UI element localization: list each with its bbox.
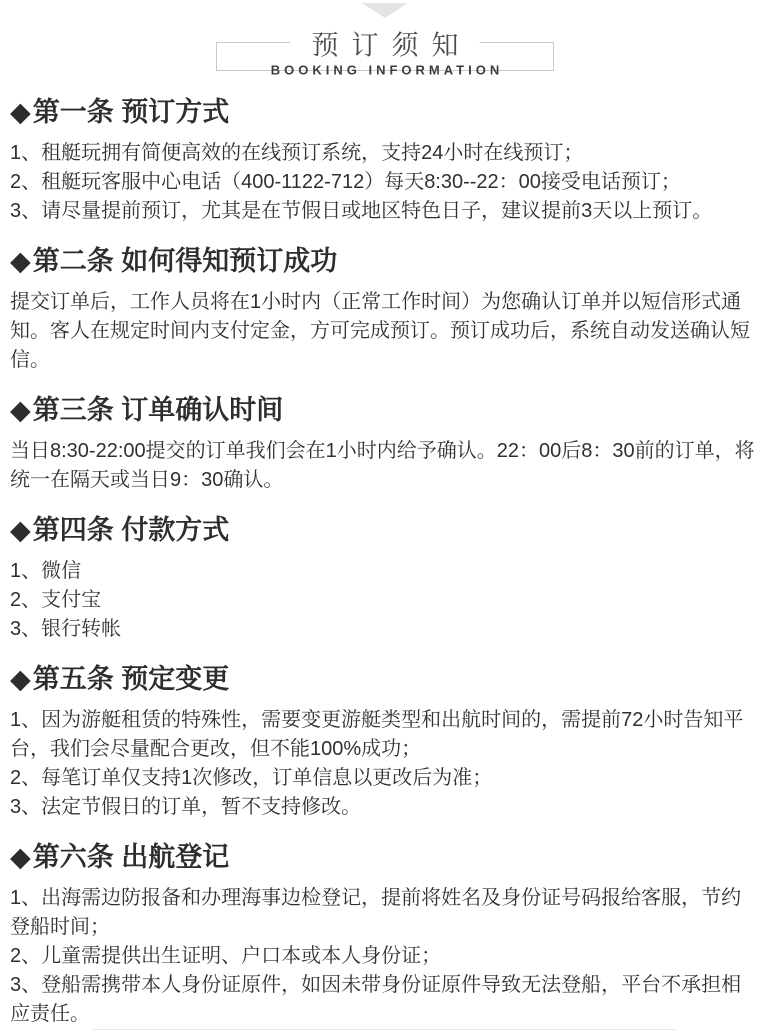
list-item: 1、出海需边防报备和办理海事边检登记，提前将姓名及身份证号码报给客服，节约登船时间；	[10, 887, 742, 938]
section-booking-changes	[10, 664, 760, 822]
section-payment-method	[10, 515, 760, 644]
section-body	[10, 706, 760, 822]
section-body	[10, 437, 760, 495]
list-item: 2、每笔订单仅支持1次修改，订单信息以更改后为准；	[10, 767, 493, 789]
paragraph: 当日8:30-22:00提交的订单我们会在1小时内给予确认。22：00后8：30前的订单，将统一在隔天或当日9：30确认。	[10, 440, 755, 491]
page-title: 预订须知	[291, 24, 480, 63]
list-item: 2、儿童需提供出生证明、户口本或本人身份证；	[10, 945, 442, 967]
diamond-icon: ◆	[10, 246, 31, 276]
section-title: 第六条 出航登记	[32, 842, 230, 872]
section-title: 第三条 订单确认时间	[32, 395, 284, 425]
section-heading	[10, 97, 760, 127]
list-item: 1、租艇玩拥有简便高效的在线预订系统，支持24小时在线预订；	[10, 142, 584, 164]
list-item: 3、法定节假日的订单，暂不支持修改。	[10, 796, 362, 818]
list-item: 2、支付宝	[10, 589, 102, 611]
title-frame	[216, 30, 554, 78]
section-title: 第一条 预订方式	[32, 97, 230, 127]
section-title: 第四条 付款方式	[32, 515, 230, 545]
section-booking-method	[10, 97, 760, 226]
section-body	[10, 884, 760, 1029]
bottom-divider	[93, 1029, 677, 1030]
section-heading	[10, 842, 760, 872]
section-body	[10, 288, 760, 375]
section-heading	[10, 246, 760, 276]
list-item: 2、租艇玩客服中心电话（400-1122-712）每天8:30--22：00接受电话预订；	[10, 171, 681, 193]
booking-info-page	[0, 3, 770, 1034]
diamond-icon: ◆	[10, 97, 31, 127]
list-item: 3、银行转帐	[10, 618, 122, 640]
sections-container	[0, 97, 770, 1029]
list-item: 3、请尽量提前预订，尤其是在节假日或地区特色日子，建议提前3天以上预订。	[10, 200, 713, 222]
section-body	[10, 557, 760, 644]
section-booking-confirmation	[10, 246, 760, 375]
section-body	[10, 139, 760, 226]
section-order-confirm-time	[10, 395, 760, 495]
arrow-down-icon	[362, 3, 408, 18]
section-title: 第二条 如何得知预订成功	[32, 246, 338, 276]
diamond-icon: ◆	[10, 515, 31, 545]
diamond-icon: ◆	[10, 664, 31, 694]
section-heading	[10, 515, 760, 545]
section-title: 第五条 预定变更	[32, 664, 230, 694]
diamond-icon: ◆	[10, 842, 31, 872]
list-item: 1、因为游艇租赁的特殊性，需要变更游艇类型和出航时间的，需提前72小时告知平台，我们会尽量配合更改，但不能100%成功；	[10, 709, 744, 760]
section-heading	[10, 395, 760, 425]
paragraph: 提交订单后，工作人员将在1小时内（正常工作时间）为您确认订单并以短信形式通知。客人在规定时间内支付定金，方可完成预订。预订成功后，系统自动发送确认短信。	[10, 291, 750, 371]
diamond-icon: ◆	[10, 395, 31, 425]
list-item: 1、微信	[10, 560, 82, 582]
list-item: 3、登船需携带本人身份证原件，如因未带身份证原件导致无法登船，平台不承担相应责任。	[10, 974, 742, 1025]
section-departure-registration	[10, 842, 760, 1029]
page-subtitle: BOOKING INFORMATION	[270, 62, 504, 78]
section-heading	[10, 664, 760, 694]
